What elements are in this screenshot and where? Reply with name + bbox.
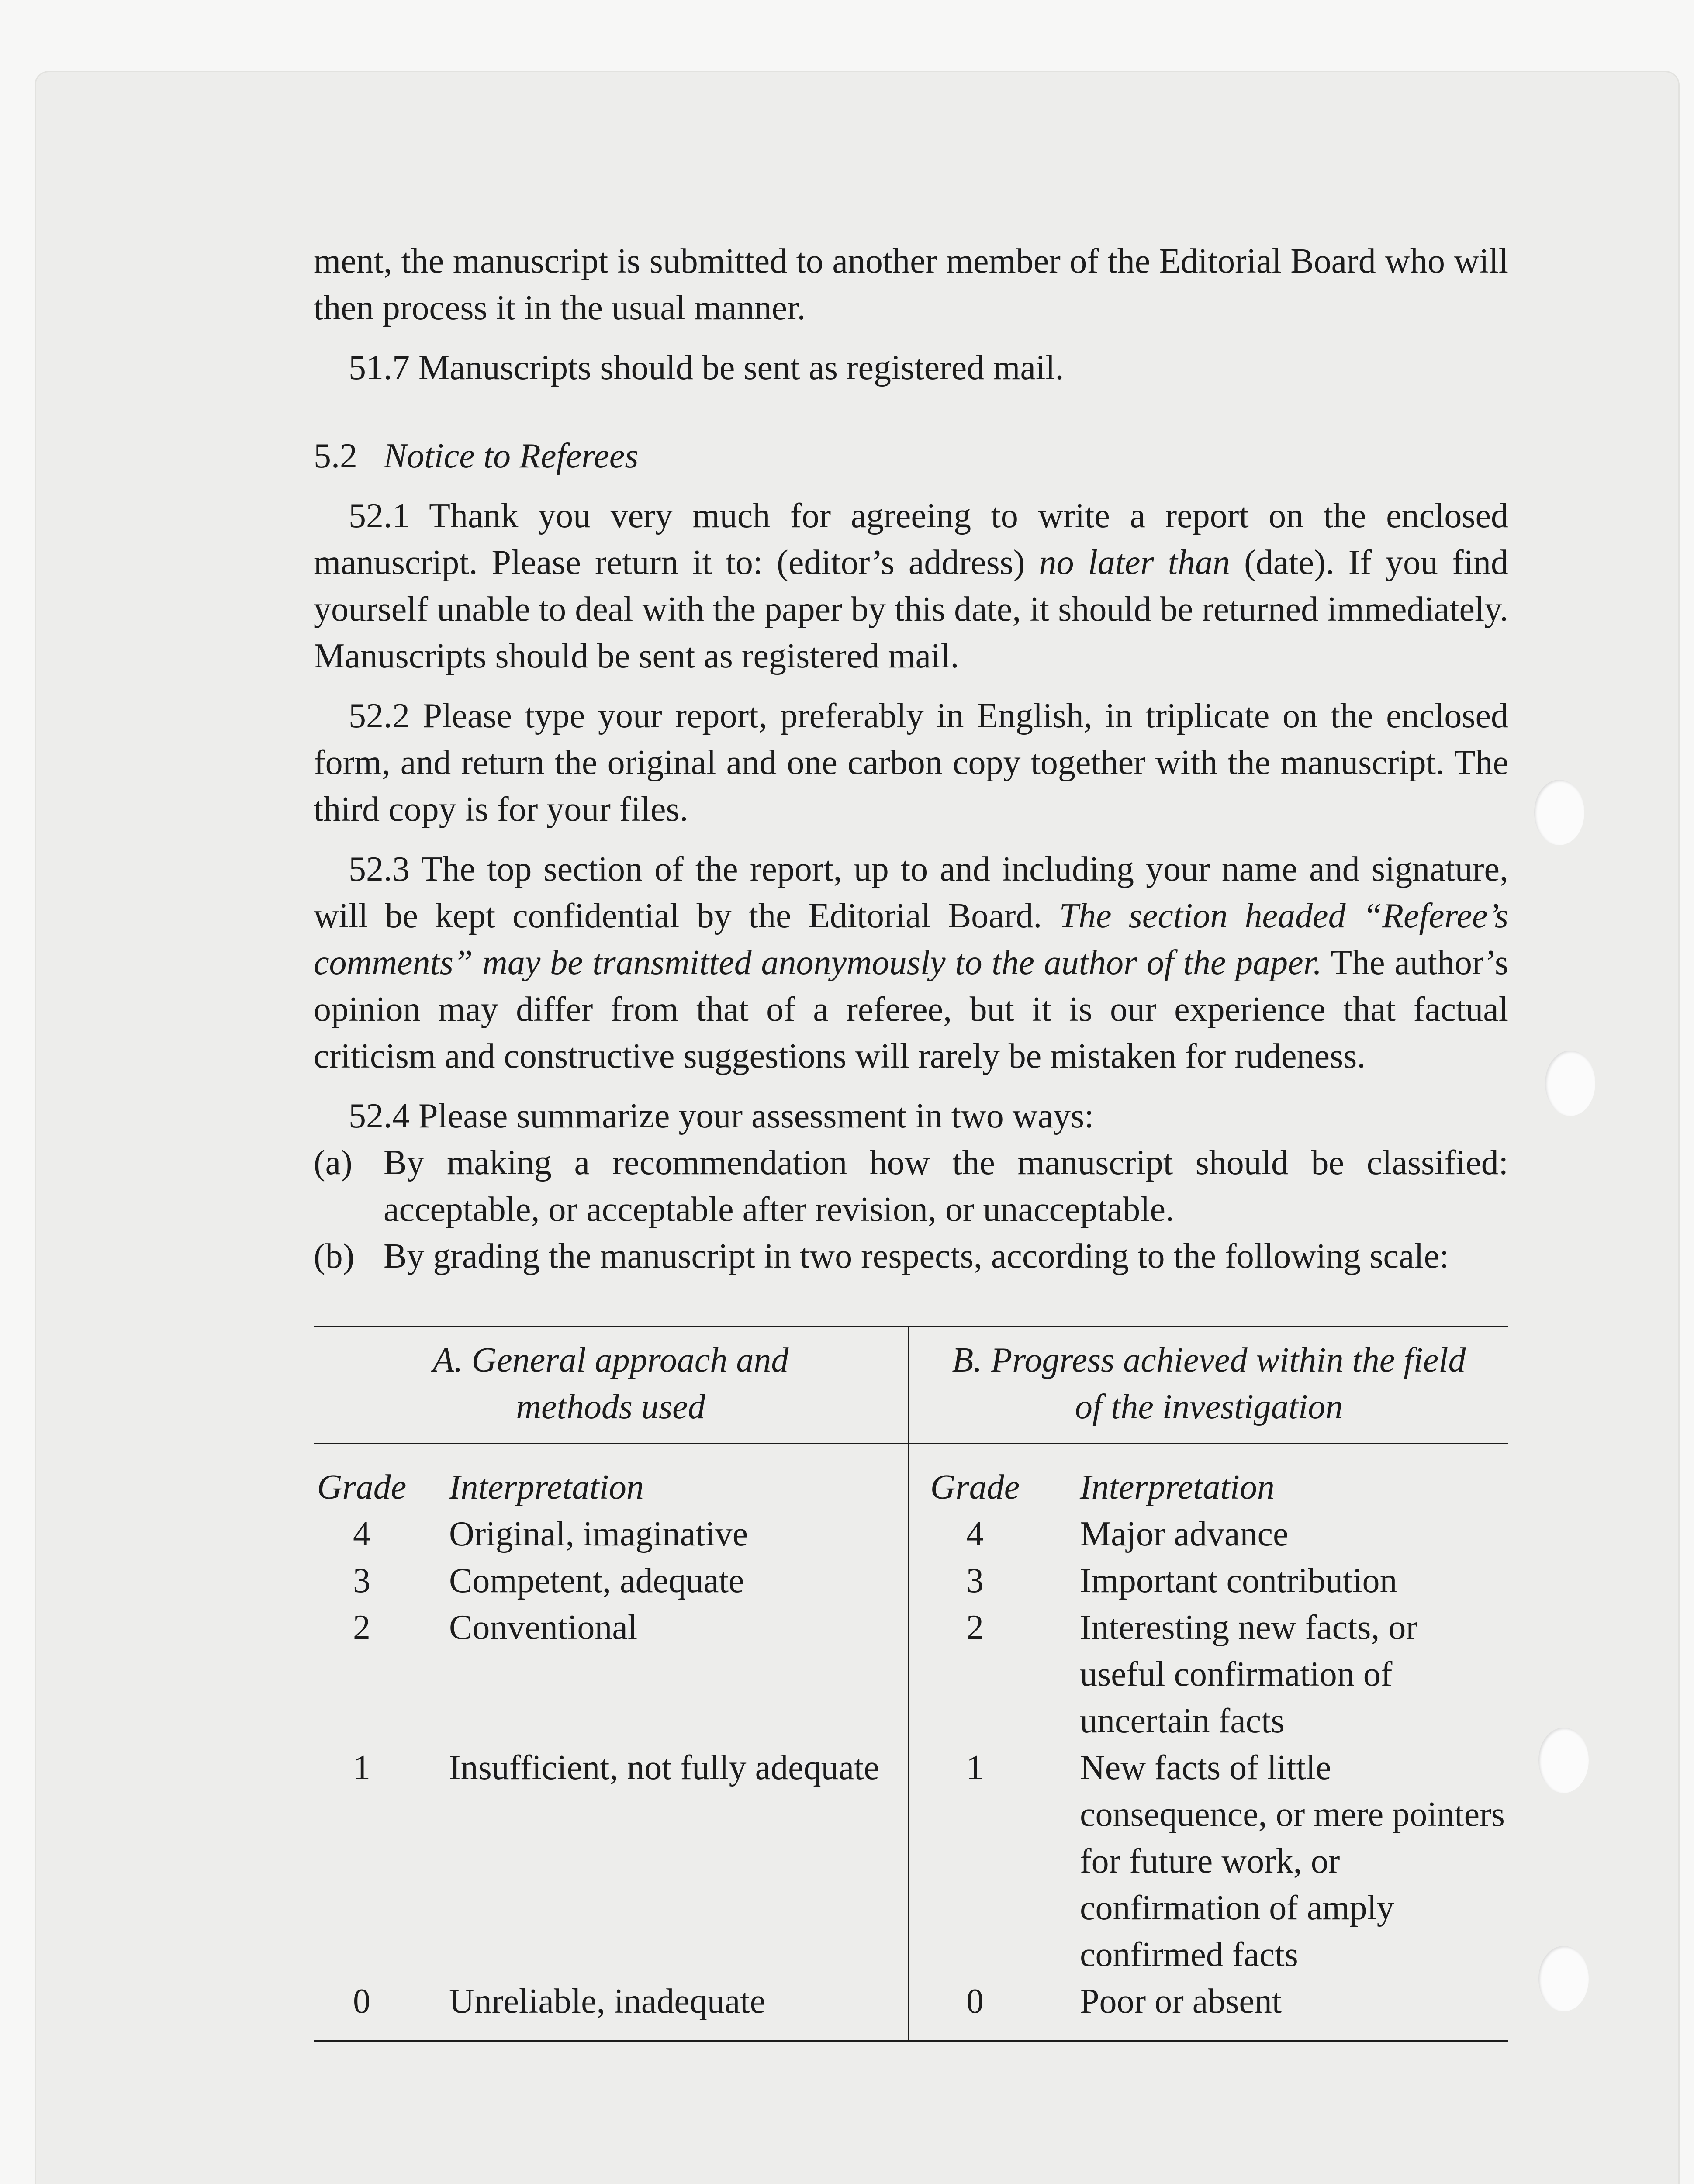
- grade-a: 3: [353, 1562, 370, 1600]
- paragraph-52-1-text-end: (date). If you find yourself unable to deal with the paper by this date, it should be returned immediately. Manuscripts should be sent as registered mail.: [314, 543, 1509, 675]
- table-row: [314, 1604, 1508, 1745]
- interpretation-b: Major advance: [1080, 1515, 1289, 1553]
- interpretation-b: Important contribution: [1080, 1562, 1397, 1600]
- table-subheader-row: [314, 1444, 1508, 1511]
- grade-b: 4: [909, 1511, 1041, 1558]
- list-item-label: (b): [314, 1237, 355, 1275]
- interpretation-a: Unreliable, inadequate: [410, 1978, 909, 2041]
- grade-a: 4: [353, 1515, 370, 1553]
- paragraph-52-3-text: 52.3 The top section of the report, up to and including your name and signature, will be kept confidential by the Editorial Board.: [314, 850, 1508, 935]
- column-header-b: [909, 1327, 1508, 1444]
- paragraph-52-3-text-end: The author’s opinion may differ from that of a referee, but it is our experience that factual criticism and constructive suggestions will rarely be mistaken for rudeness.: [314, 943, 1509, 1075]
- table-header-row: [314, 1327, 1508, 1444]
- paragraph-52-3-emphasis: The section headed “Referee’s comments” may be transmitted anonymously to the author of the paper.: [314, 897, 1509, 982]
- interpretation-label-b: Interpretation: [1080, 1468, 1275, 1507]
- interpretation-a: Competent, adequate: [449, 1562, 744, 1600]
- table-row: [314, 1558, 1508, 1604]
- list-item-text: By grading the manuscript in two respects, according to the following scale:: [384, 1237, 1449, 1275]
- paragraph-52-4: 52.4 Please summarize your assessment in two ways:: [349, 1097, 1094, 1135]
- table-row: [314, 1978, 1508, 2041]
- grade-b: 3: [909, 1558, 1041, 1604]
- list-item-label: (a): [314, 1144, 353, 1182]
- grade-a: 0: [314, 1978, 410, 2041]
- column-header-a: [314, 1327, 909, 1444]
- grade-b: 1: [909, 1745, 1041, 1978]
- grade-b: 2: [909, 1604, 1041, 1745]
- table-row: [314, 1511, 1508, 1558]
- interpretation-b: Interesting new facts, or useful confirmation of uncertain facts: [1080, 1608, 1418, 1740]
- interpretation-a: Insufficient, not fully adequate: [449, 1749, 879, 1787]
- interpretation-b: New facts of little consequence, or mere pointers for future work, or confirmation of amply confirmed facts: [1080, 1749, 1505, 1974]
- page-body: [314, 238, 1508, 2042]
- grade-b: 0: [909, 1978, 1041, 2041]
- interpretation-label-a: Interpretation: [449, 1468, 644, 1507]
- table-row: [314, 1745, 1508, 1978]
- column-header-b-line1: B. Progress achieved within the field: [952, 1341, 1466, 1379]
- grade-a: 1: [353, 1749, 370, 1787]
- list-item-b: [314, 1233, 1508, 1280]
- paragraph-52-1-text: 52.1 Thank you very much for agreeing to write a report on the enclosed manuscript. Please return it to: (editor’s address): [314, 497, 1508, 582]
- section-heading: [314, 433, 1508, 480]
- binder-hole: [1538, 1946, 1589, 2011]
- grade-label-b: Grade: [909, 1444, 1041, 1511]
- section-heading-number: 5.2: [314, 437, 357, 475]
- paragraph-52-1: [314, 493, 1508, 680]
- binder-hole: [1534, 780, 1584, 845]
- binder-hole: [1545, 1051, 1595, 1116]
- column-header-a-line2: methods used: [516, 1388, 705, 1426]
- paragraph-52-3: [314, 846, 1508, 1080]
- paragraph-52-2: 52.2 Please type your report, preferably in English, in triplicate on the enclosed form, and return the original and one carbon copy together with the manuscript. The third copy is for your files.: [314, 697, 1508, 829]
- section-heading-title: Notice to Referees: [384, 437, 639, 475]
- list-item-text: By making a recommendation how the manuscript should be classified: acceptable, or acceptable after revision, or unacceptable.: [384, 1144, 1508, 1229]
- interpretation-a: Conventional: [449, 1608, 638, 1647]
- paragraph-52-1-emphasis: no later than: [1039, 543, 1230, 582]
- grade-a: 2: [353, 1608, 370, 1647]
- paragraph-51-7: 51.7 Manuscripts should be sent as registered mail.: [349, 349, 1064, 387]
- column-header-b-line2: of the investigation: [1075, 1388, 1343, 1426]
- grade-label-a: Grade: [317, 1468, 407, 1507]
- grading-table: [314, 1326, 1508, 2042]
- paragraph-continuation: ment, the manuscript is submitted to another member of the Editorial Board who will then process it in the usual manner.: [314, 242, 1508, 327]
- list-item-a: [314, 1140, 1508, 1233]
- interpretation-b: Poor or absent: [1041, 1978, 1508, 2041]
- column-header-a-line1: A. General approach and: [432, 1341, 789, 1379]
- binder-hole: [1538, 1728, 1589, 1793]
- interpretation-a: Original, imaginative: [449, 1515, 748, 1553]
